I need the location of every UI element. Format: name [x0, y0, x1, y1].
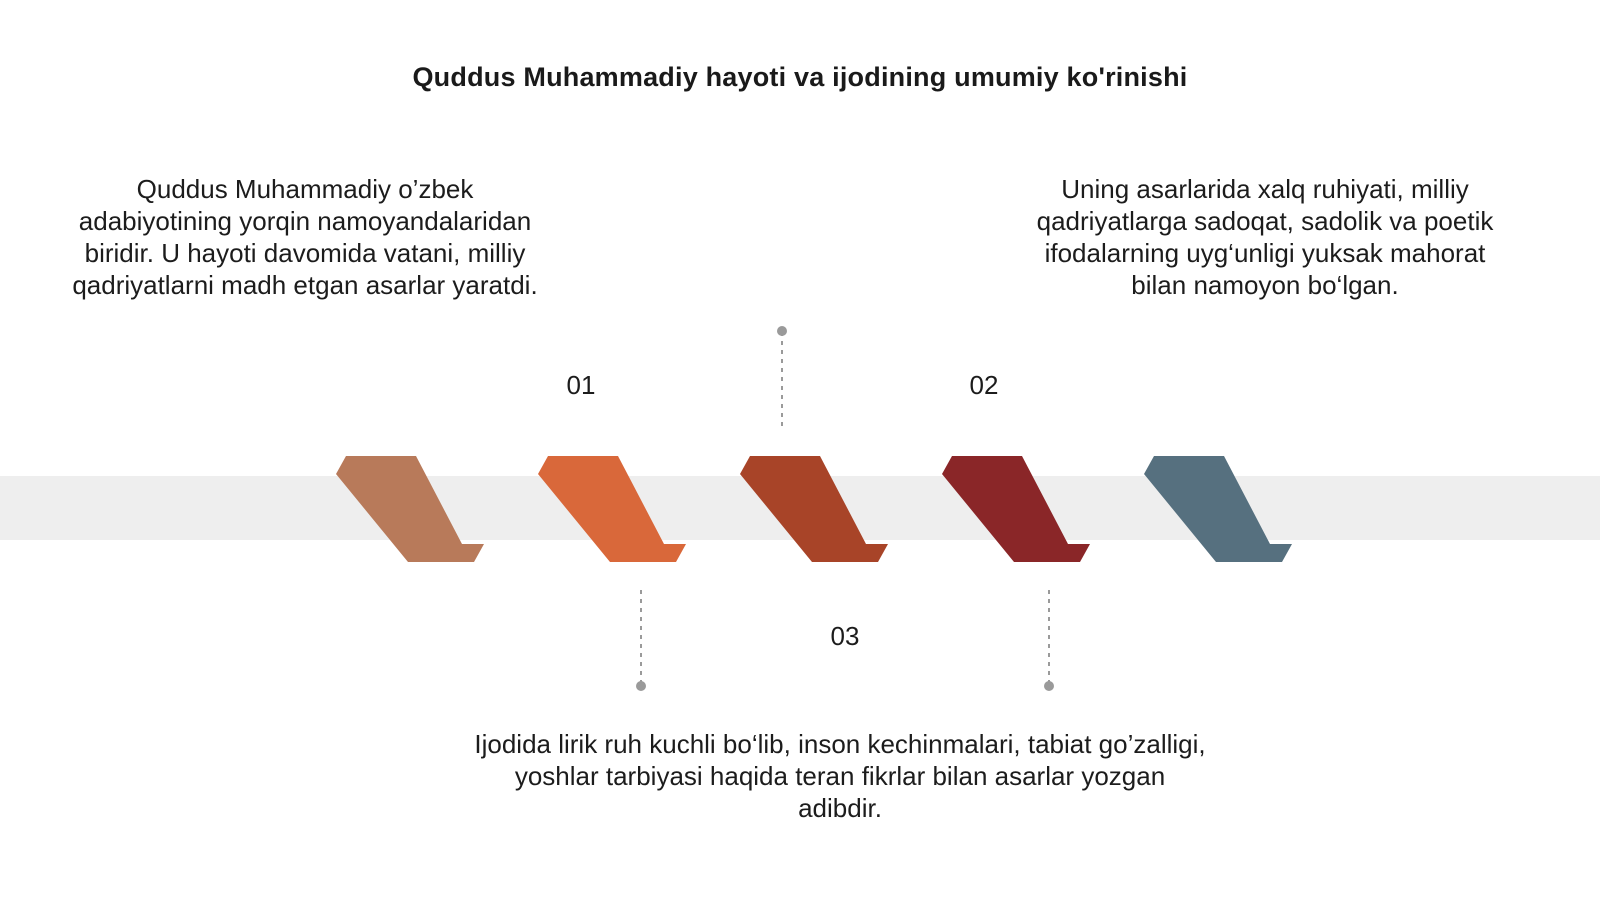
chevron-1 — [336, 456, 484, 562]
chevron-3 — [740, 456, 888, 562]
step-3-text: Ijodida lirik ruh kuchli bo‘lib, inson kechinmalari, tabiat go’zalligi, yoshlar tarbiyasi haqida teran fikrlar bilan asarlar yozgan adibdir. — [474, 729, 1206, 823]
chevron-4 — [942, 456, 1090, 562]
step-1-number: 01 — [566, 370, 596, 400]
chevron-5 — [1144, 456, 1292, 562]
chevron-2 — [538, 456, 686, 562]
step-2-number: 02 — [969, 370, 999, 400]
step-3-number: 03 — [830, 621, 860, 651]
step-2-text: Uning asarlarida xalq ruhiyati, milliy qadriyatlarga sadoqat, sadolik va poetik ifodalarning uyg‘unligi yuksak mahorat bilan namoyon bo‘lgan. — [1036, 174, 1494, 300]
step-1-text: Quddus Muhammadiy o’zbek adabiyotining yorqin namoyandalaridan biridir. U hayoti davomida vatani, milliy qadriyatlarni madh etgan asarlar yaratdi. — [72, 174, 538, 300]
page-title: Quddus Muhammadiy hayoti va ijodining umumiy ko'rinishi — [412, 62, 1188, 92]
